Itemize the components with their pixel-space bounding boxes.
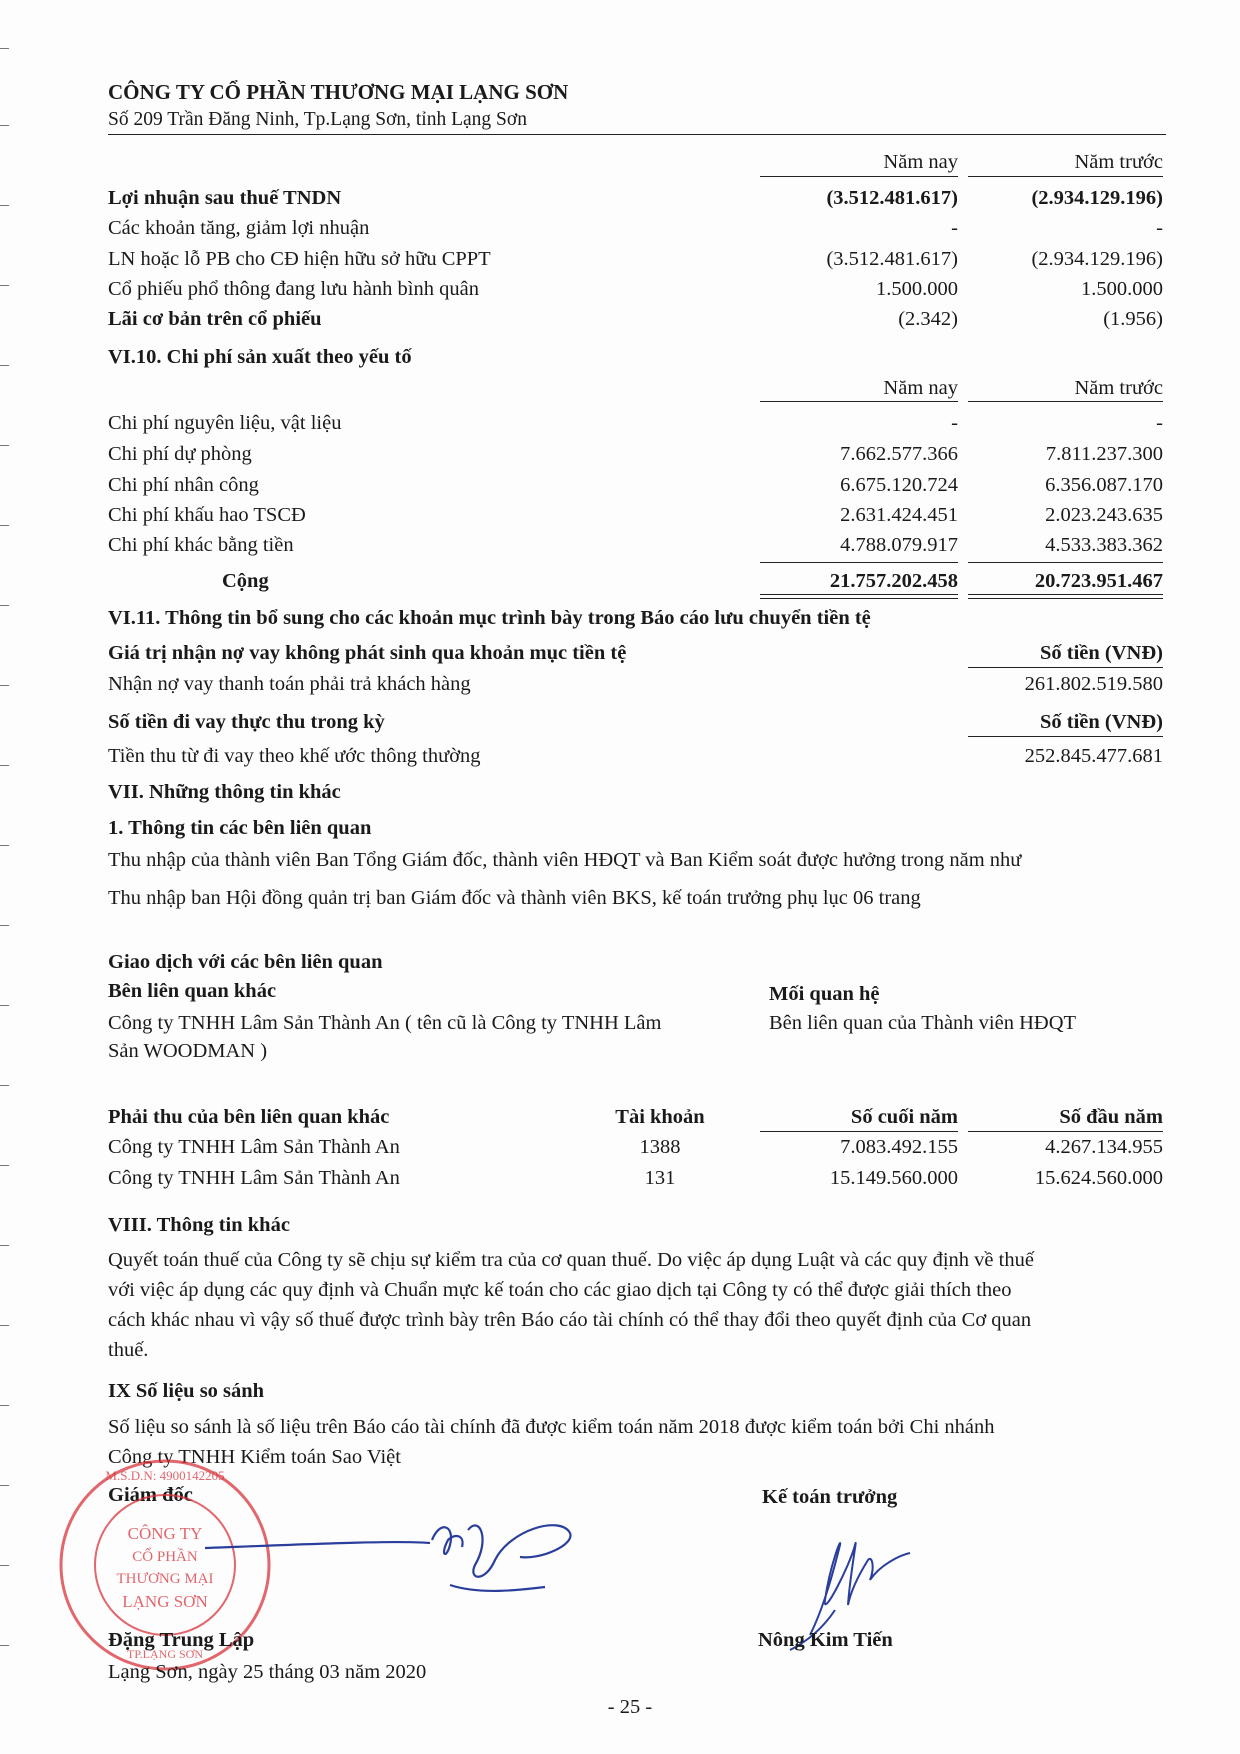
eps-row-current: (3.512.481.617) — [826, 248, 958, 270]
receivable-end: 15.149.560.000 — [829, 1167, 958, 1189]
cost-row-label: Chi phí khác bằng tiền — [108, 534, 294, 556]
vii-para2: Thu nhập ban Hội đồng quản trị ban Giám đốc và thành viên BKS, kế toán trưởng phụ lục 06 trang — [108, 887, 921, 909]
cost-row-prior: 2.023.243.635 — [1045, 504, 1163, 526]
eps-row-prior: 1.500.000 — [1081, 278, 1163, 300]
receivables-col-label: Phải thu của bên liên quan khác — [108, 1106, 390, 1128]
accountant-name: Nông Kim Tiến — [758, 1629, 893, 1651]
section-vii-title: VII. Những thông tin khác — [108, 781, 341, 803]
receivable-end: 7.083.492.155 — [840, 1136, 958, 1158]
cost-row-current: 7.662.577.366 — [840, 443, 958, 465]
cost-row-prior: 4.533.383.362 — [1045, 534, 1163, 556]
svg-text:CỔ PHẦN: CỔ PHẦN — [132, 1549, 198, 1565]
eps-col-current: Năm nay — [883, 151, 958, 173]
receivables-col-account: Tài khoản — [615, 1106, 705, 1128]
vii-sub-title: 1. Thông tin các bên liên quan — [108, 817, 372, 839]
cost-row-label: Chi phí nhân công — [108, 474, 259, 496]
svg-text:CÔNG TY: CÔNG TY — [127, 1524, 203, 1543]
cost-row-label: Chi phí nguyên liệu, vật liệu — [108, 412, 342, 434]
director-title: Giám đốc — [108, 1484, 193, 1506]
eps-row-label: Lợi nhuận sau thuế TNDN — [108, 187, 342, 209]
accountant-title: Kế toán trưởng — [762, 1486, 898, 1508]
receivable-begin: 4.267.134.955 — [1045, 1136, 1163, 1158]
section-viii-title: VIII. Thông tin khác — [108, 1214, 290, 1236]
vii-para1: Thu nhập của thành viên Ban Tổng Giám đốc, thành viên HĐQT và Ban Kiểm soát được hưởng trong năm như — [108, 849, 1022, 871]
svg-text:LẠNG SƠN: LẠNG SƠN — [122, 1592, 208, 1611]
other-party-label: Bên liên quan khác — [108, 980, 277, 1002]
vi10-col-prior: Năm trước — [1074, 377, 1163, 399]
eps-col-prior: Năm trước — [1074, 151, 1163, 173]
total-rule-bottom — [760, 594, 958, 595]
vi11-sub1-value: 261.802.519.580 — [1024, 673, 1163, 695]
signing-date: Lạng Sơn, ngày 25 tháng 03 năm 2020 — [108, 1661, 427, 1683]
eps-row-label: Các khoản tăng, giảm lợi nhuận — [108, 217, 370, 239]
ix-line-2: Công ty TNHH Kiểm toán Sao Việt — [108, 1446, 401, 1468]
section-vi10-title: VI.10. Chi phí sản xuất theo yếu tố — [108, 346, 412, 368]
svg-text:TP.LẠNG SƠN: TP.LẠNG SƠN — [126, 1647, 204, 1661]
cost-row-prior: 7.811.237.300 — [1045, 443, 1163, 465]
receivable-begin: 15.624.560.000 — [1034, 1167, 1163, 1189]
vi10-col-rule — [968, 401, 1163, 402]
receivables-col-begin: Số đầu năm — [1059, 1106, 1163, 1128]
total-current: 21.757.202.458 — [829, 570, 958, 592]
relation-value: Bên liên quan của Thành viên HĐQT — [769, 1012, 1077, 1034]
total-rule-bottom — [968, 598, 1163, 599]
eps-row-current: - — [951, 217, 958, 239]
page-number: - 25 - — [607, 1696, 653, 1718]
eps-row-current: 1.500.000 — [876, 278, 958, 300]
viii-line: Quyết toán thuế của Công ty sẽ chịu sự kiểm tra của cơ quan thuế. Do việc áp dụng Luật và các quy định về thuế — [108, 1249, 1034, 1271]
eps-row-prior: (1.956) — [1103, 308, 1163, 330]
vi11-sub2-title: Số tiền đi vay thực thu trong kỳ — [108, 711, 385, 733]
header-rule — [108, 134, 1166, 135]
vi11-sub2-col: Số tiền (VNĐ) — [1040, 711, 1163, 733]
party-line-2: Sản WOODMAN ) — [108, 1040, 268, 1062]
transactions-title: Giao dịch với các bên liên quan — [108, 951, 383, 973]
relation-label: Mối quan hệ — [769, 983, 880, 1005]
total-rule-top — [760, 562, 958, 563]
receivable-account: 131 — [644, 1167, 676, 1189]
eps-col-rule — [968, 176, 1163, 177]
vi10-col-current: Năm nay — [883, 377, 958, 399]
director-name: Đặng Trung Lập — [108, 1629, 255, 1651]
cost-row-prior: 6.356.087.170 — [1045, 474, 1163, 496]
director-signature — [200, 1485, 580, 1625]
viii-line: cách khác nhau vì vậy số thuế được trình bày trên Báo cáo tài chính có thể thay đổi theo quyết định của Cơ quan — [108, 1309, 1032, 1331]
svg-text:THƯƠNG MẠI: THƯƠNG MẠI — [116, 1571, 214, 1587]
company-address: Số 209 Trần Đăng Ninh, Tp.Lạng Sơn, tỉnh Lạng Sơn — [108, 109, 527, 130]
total-rule-bottom — [968, 594, 1163, 595]
cost-row-current: 2.631.424.451 — [840, 504, 958, 526]
receivables-col-rule — [760, 1131, 958, 1132]
ix-line-1: Số liệu so sánh là số liệu trên Báo cáo tài chính đã được kiểm toán năm 2018 được kiểm toán bởi Chi nhánh — [108, 1416, 995, 1438]
party-line-1: Công ty TNHH Lâm Sản Thành An ( tên cũ là Công ty TNHH Lâm — [108, 1012, 662, 1034]
section-vi11-title: VI.11. Thông tin bổ sung cho các khoản mục trình bày trong Báo cáo lưu chuyển tiền tệ — [108, 607, 871, 629]
receivable-name: Công ty TNHH Lâm Sản Thành An — [108, 1136, 400, 1158]
total-rule-top — [968, 562, 1163, 563]
eps-row-label: LN hoặc lỗ PB cho CĐ hiện hữu sở hữu CPPT — [108, 248, 491, 270]
cost-row-current: 6.675.120.724 — [840, 474, 958, 496]
vi11-sub2-value: 252.845.477.681 — [1024, 745, 1163, 767]
vi11-sub1-label: Nhận nợ vay thanh toán phải trả khách hàng — [108, 673, 471, 695]
cost-row-current: - — [951, 412, 958, 434]
total-prior: 20.723.951.467 — [1034, 570, 1163, 592]
cost-row-label: Chi phí dự phòng — [108, 443, 252, 465]
viii-line: với việc áp dụng các quy định và Chuẩn mực kế toán cho các giao dịch tại Công ty có thể được giải thích theo — [108, 1279, 1012, 1301]
vi11-sub1-col: Số tiền (VNĐ) — [1040, 642, 1163, 664]
eps-row-current: (2.342) — [898, 308, 958, 330]
vi11-sub2-rule — [968, 736, 1163, 737]
cost-row-current: 4.788.079.917 — [840, 534, 958, 556]
vi11-sub1-rule — [968, 667, 1163, 668]
cost-row-prior: - — [1156, 412, 1163, 434]
total-label: Cộng — [222, 570, 269, 592]
receivable-name: Công ty TNHH Lâm Sản Thành An — [108, 1167, 400, 1189]
company-name: CÔNG TY CỔ PHẦN THƯƠNG MẠI LẠNG SƠN — [108, 80, 569, 104]
eps-row-label: Cổ phiếu phổ thông đang lưu hành bình quân — [108, 278, 479, 300]
eps-row-prior: - — [1156, 217, 1163, 239]
section-ix-title: IX Số liệu so sánh — [108, 1380, 265, 1402]
cost-row-label: Chi phí khấu hao TSCĐ — [108, 504, 306, 526]
eps-row-label: Lãi cơ bản trên cổ phiếu — [108, 308, 322, 330]
vi11-sub1-title: Giá trị nhận nợ vay không phát sinh qua khoản mục tiền tệ — [108, 642, 627, 664]
receivables-col-rule — [968, 1131, 1163, 1132]
vi10-col-rule — [760, 401, 958, 402]
svg-text:M.S.D.N: 4900142205: M.S.D.N: 4900142205 — [105, 1468, 225, 1483]
receivables-col-end: Số cuối năm — [850, 1106, 958, 1128]
eps-row-prior: (2.934.129.196) — [1031, 187, 1163, 209]
vi11-sub2-label: Tiền thu từ đi vay theo khế ước thông thường — [108, 745, 481, 767]
eps-row-prior: (2.934.129.196) — [1031, 248, 1163, 270]
total-rule-bottom — [760, 598, 958, 599]
eps-col-rule — [760, 176, 958, 177]
receivable-account: 1388 — [639, 1136, 681, 1158]
viii-line: thuế. — [108, 1339, 149, 1361]
eps-row-current: (3.512.481.617) — [826, 187, 958, 209]
